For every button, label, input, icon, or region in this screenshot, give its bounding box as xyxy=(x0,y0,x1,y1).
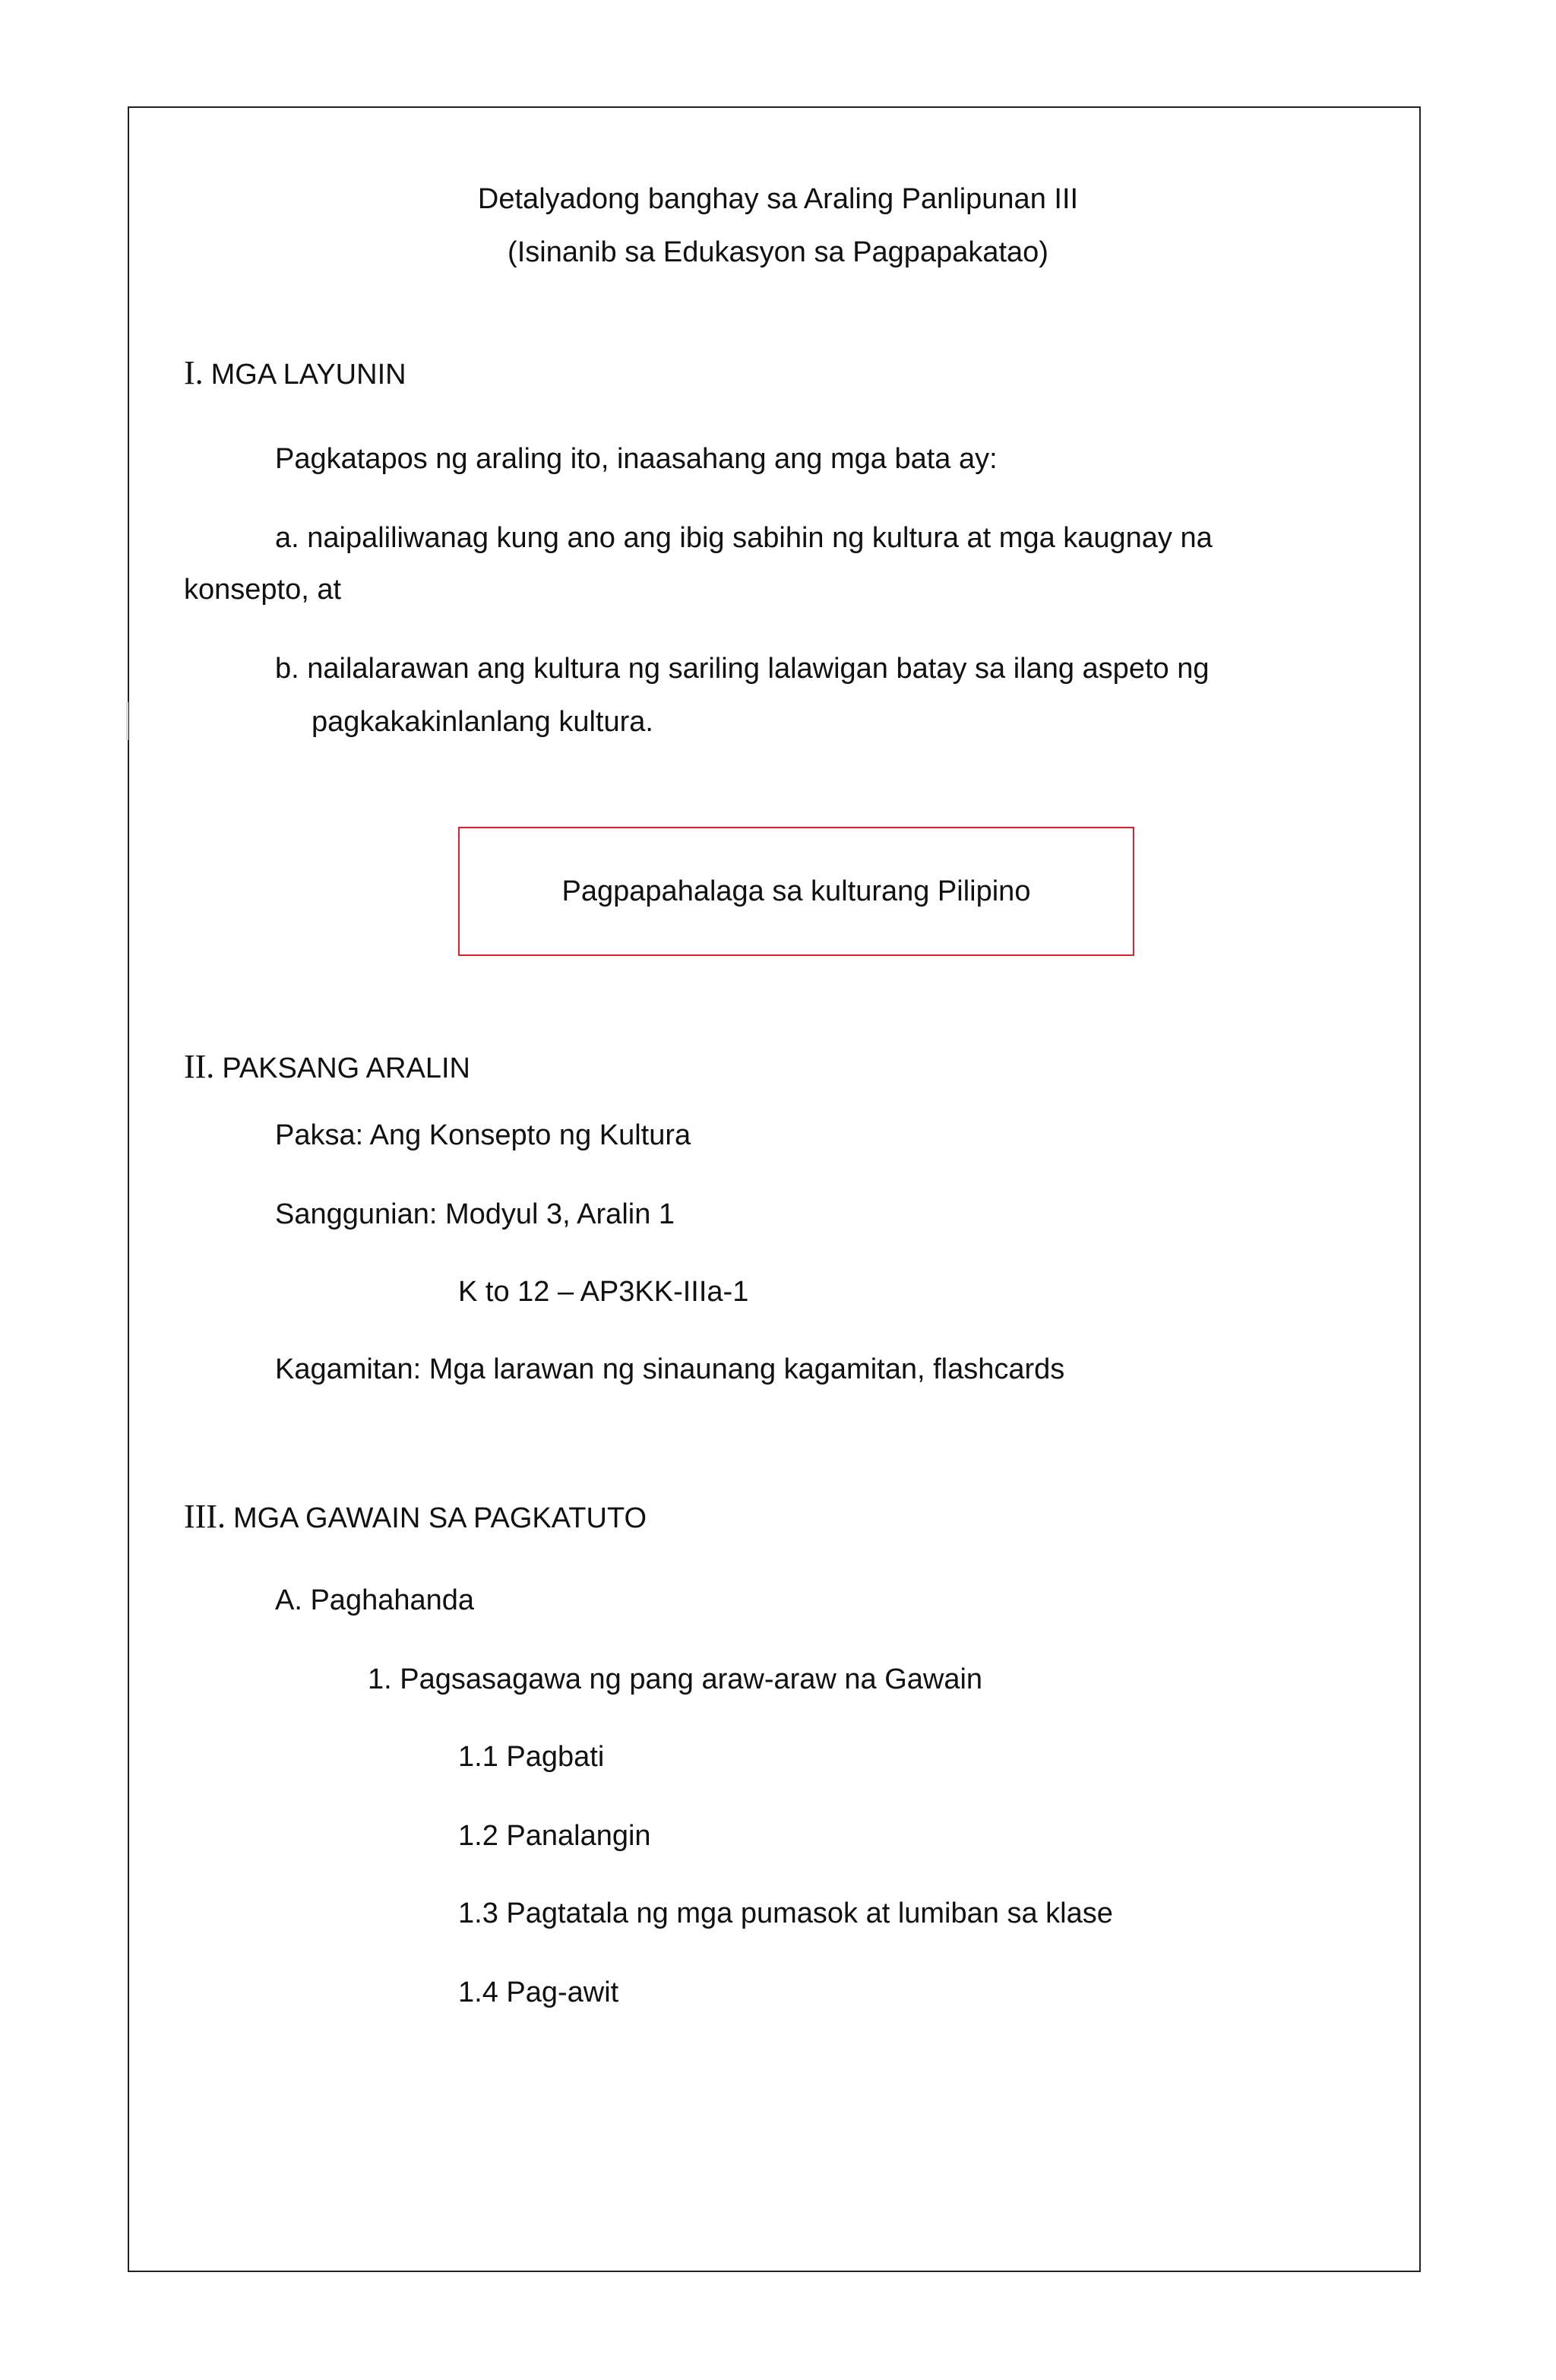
margin-mark xyxy=(126,702,128,740)
section-number: II. xyxy=(184,1048,215,1085)
objective-b-line1: b. nailalarawan ang kultura ng sariling lalawigan batay sa ilang aspeto ng xyxy=(275,653,1210,685)
value-box xyxy=(458,827,1134,956)
list-item: 1.4 Pag-awit xyxy=(458,1976,619,2008)
objective-a-line2: konsepto, at xyxy=(184,574,342,606)
document-title: Detalyadong banghay sa Araling Panlipunan III xyxy=(477,183,1079,215)
objectives-intro: Pagkatapos ng araling ito, inaasahang ang mga bata ay: xyxy=(275,443,998,475)
objective-a-line1: a. naipaliliwanag kung ano ang ibig sabihin ng kultura at mga kaugnay na xyxy=(275,522,1213,554)
section-title: MGA GAWAIN SA PAGKATUTO xyxy=(232,1502,647,1534)
objective-b-line2: pagkakakinlanlang kultura. xyxy=(312,706,653,738)
list-item: 1.3 Pagtatala ng mga pumasok at lumiban sa klase xyxy=(458,1897,1113,1929)
kagamitan-line: Kagamitan: Mga larawan ng sinaunang kagamitan, flashcards xyxy=(275,1353,1065,1385)
list-item: 1.1 Pagbati xyxy=(458,1741,605,1773)
value-box-text: Pagpapahalaga sa kulturang Pilipino xyxy=(561,875,1031,907)
sanggunian-code: K to 12 – AP3KK-IIIa-1 xyxy=(458,1276,749,1308)
page-border xyxy=(128,106,1421,2272)
list-item: 1.2 Panalangin xyxy=(458,1820,651,1852)
section-heading-paksang-aralin xyxy=(184,1047,470,1087)
section-heading-gawain xyxy=(184,1497,647,1537)
paksa-line: Paksa: Ang Konsepto ng Kultura xyxy=(275,1119,691,1151)
sanggunian-line: Sanggunian: Modyul 3, Aralin 1 xyxy=(275,1198,675,1230)
section-title: MGA LAYUNIN xyxy=(210,359,406,391)
section-number: I. xyxy=(184,354,204,391)
subsection-paghahanda: A. Paghahanda xyxy=(275,1584,475,1616)
section-title: PAKSANG ARALIN xyxy=(222,1052,470,1084)
section-heading-layunin xyxy=(184,353,406,394)
document-subtitle: (Isinanib sa Edukasyon sa Pagpapakatao) xyxy=(508,236,1048,268)
list-item: 1. Pagsasagawa ng pang araw-araw na Gawain xyxy=(368,1663,983,1695)
section-number: III. xyxy=(184,1498,226,1535)
